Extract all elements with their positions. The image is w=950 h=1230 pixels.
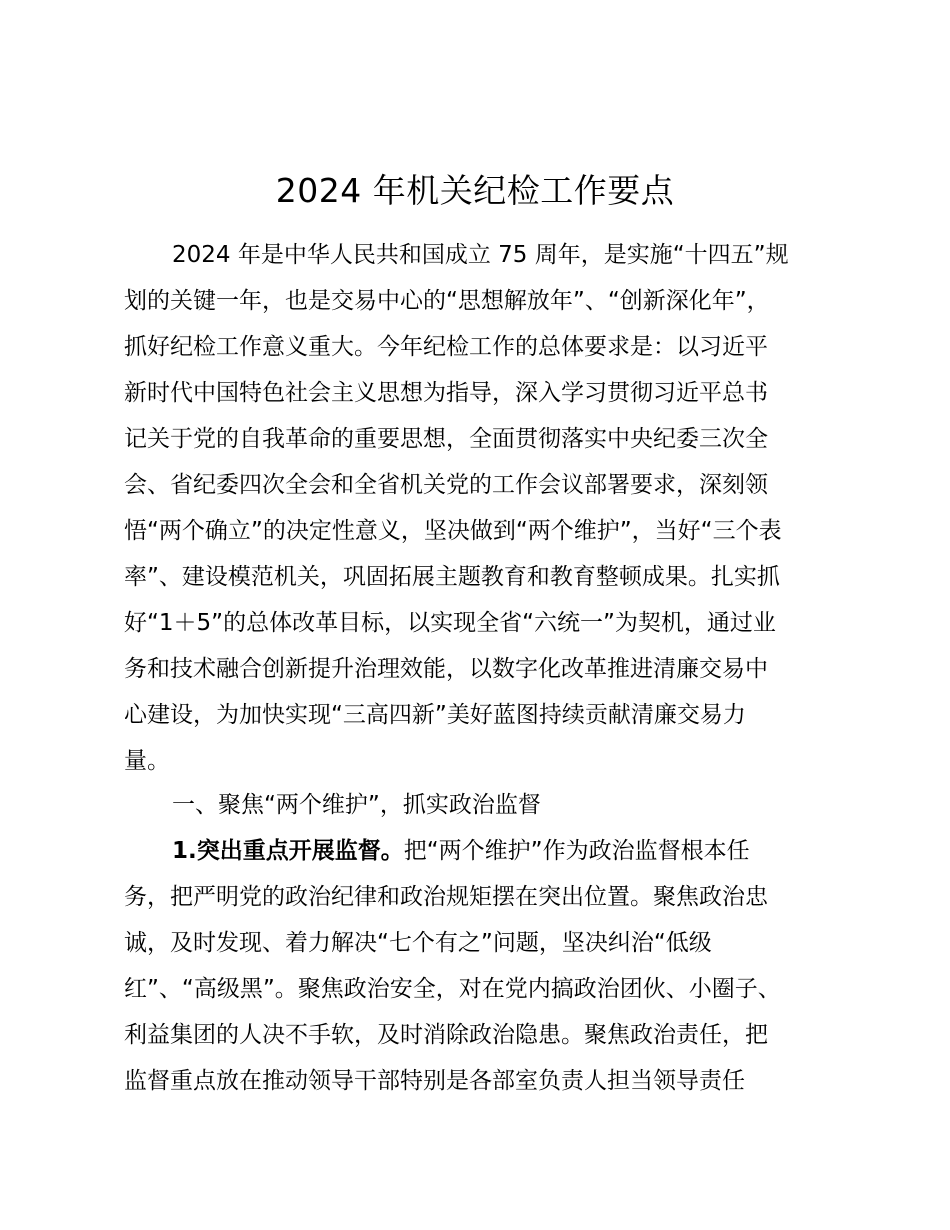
- intro-line-5: 记关于党的自我革命的重要思想，全面贯彻落实中央纪委三次全: [124, 426, 768, 452]
- item-1-text: 把“两个维护”作为政治监督根本任: [403, 838, 750, 864]
- intro-line-4: 新时代中国特色社会主义思想为指导，深入学习贯彻习近平总书: [124, 380, 768, 406]
- intro-line-10: 务和技术融合创新提升治理效能，以数字化改革推进清廉交易中: [124, 656, 768, 682]
- intro-line-9: 好“1＋5”的总体改革目标，以实现全省“六统一”为契机，通过业: [124, 610, 776, 636]
- item-1-first-line: [172, 836, 750, 866]
- item-1-line-2: 务，把严明党的政治纪律和政治规矩摆在突出位置。聚焦政治忠: [124, 884, 768, 910]
- item-1-line-3: 诚，及时发现、着力解决“七个有之”问题，坚决纠治“低级: [124, 930, 712, 956]
- section-heading: 一、聚焦“两个维护”，抓实政治监督: [172, 792, 541, 818]
- intro-line-12: 量。: [124, 748, 170, 774]
- intro-line-3: 抓好纪检工作意义重大。今年纪检工作的总体要求是：以习近平: [124, 334, 768, 360]
- document-title: 2024 年机关纪检工作要点: [275, 171, 675, 210]
- intro-line-11: 心建设，为加快实现“三高四新”美好蓝图持续贡献清廉交易力: [124, 702, 746, 728]
- intro-line-8: 率”、建设模范机关，巩固拓展主题教育和教育整顿成果。扎实抓: [124, 564, 780, 590]
- item-1-line-6: 监督重点放在推动领导干部特别是各部室负责人担当领导责任: [124, 1068, 745, 1094]
- item-1-line-4: 红”、“高级黑”。聚焦政治安全，对在党内搞政治团伙、小圈子、: [124, 976, 781, 1002]
- intro-line-7: 悟“两个确立”的决定性意义，坚决做到“两个维护”，当好“三个表: [124, 518, 782, 544]
- item-1-line-5: 利益集团的人决不手软，及时消除政治隐患。聚焦政治责任，把: [124, 1022, 768, 1048]
- item-1-heading: 1.突出重点开展监督。: [172, 838, 404, 864]
- intro-line-1: 2024 年是中华人民共和国成立 75 周年，是实施“十四五”规: [172, 242, 789, 268]
- intro-line-2: 划的关键一年，也是交易中心的“思想解放年”、“创新深化年”，: [124, 288, 770, 314]
- intro-line-6: 会、省纪委四次全会和全省机关党的工作会议部署要求，深刻领: [124, 472, 768, 498]
